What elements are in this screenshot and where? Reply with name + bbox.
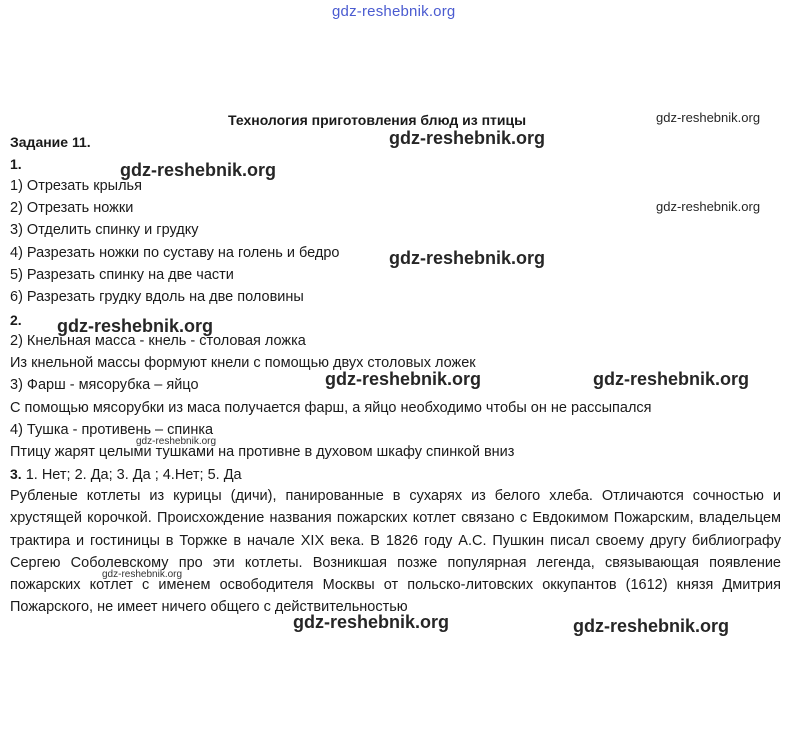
- watermark: gdz-reshebnik.org: [293, 612, 450, 632]
- section-1-step: 6) Разрезать грудку вдоль на две половины: [10, 289, 304, 305]
- watermark: gdz-reshebnik.org: [656, 199, 761, 214]
- watermark: gdz-reshebnik.org: [102, 569, 183, 580]
- section-1-step: 5) Разрезать спинку на две части: [10, 267, 234, 283]
- section-1-step: 1) Отрезать крылья: [10, 178, 142, 194]
- section-2-line: С помощью мясорубки из маса получается фарш, а яйцо необходимо чтобы он не рассыпался: [10, 400, 652, 416]
- section-3-paragraph-text: Рубленые котлеты из курицы (дичи), панированные в сухарях из белого хлеба. Отличаются сочностью и хрустящей корочкой. Происхождение названия пожарских котлет связано с Евдокимом Пожарским, владельцем трактира и гостиницы в Торжке в начале XIX века. В 1826 году А.С. Пушкин писал своему другу библиографу Сергею Соболевскому про эти котлеты. Возникшая позже популярная легенда, связывающая появление пожарских котлет с именем освободителя Москвы от польско-литовских оккупантов (1612) князя Дмитрия Пожарского, не имеет ничего общего с действительностью: [10, 488, 781, 616]
- section-2-number: 2.: [10, 312, 22, 328]
- page-title: Технология приготовления блюд из птицы: [228, 112, 527, 128]
- section-2-line: 2) Кнельная масса - кнель - столовая ложка: [10, 333, 306, 349]
- section-3-answers: 1. Нет; 2. Да; 3. Да ; 4.Нет; 5. Да: [25, 467, 242, 483]
- watermark-top: gdz-reshebnik.org: [332, 3, 456, 20]
- section-3-paragraph: [10, 485, 781, 619]
- watermark: gdz-reshebnik.org: [656, 110, 761, 125]
- watermark: gdz-reshebnik.org: [593, 369, 750, 389]
- section-1-number: 1.: [10, 156, 22, 172]
- watermark: gdz-reshebnik.org: [136, 436, 217, 447]
- section-3-number: 3.: [10, 466, 22, 482]
- watermark: gdz-reshebnik.org: [57, 316, 214, 336]
- section-2-line: 3) Фарш - мясорубка – яйцо: [10, 377, 199, 393]
- task-heading: Задание 11.: [10, 134, 91, 150]
- section-1-step: 3) Отделить спинку и грудку: [10, 222, 199, 238]
- watermark: gdz-reshebnik.org: [120, 160, 277, 180]
- watermark: gdz-reshebnik.org: [389, 128, 546, 148]
- watermark: gdz-reshebnik.org: [389, 248, 546, 268]
- section-2-line: Птицу жарят целыми тушками на противне в духовом шкафу спинкой вниз: [10, 444, 515, 460]
- section-1-step: 2) Отрезать ножки: [10, 200, 134, 216]
- section-2-line: 4) Тушка - противень – спинка: [10, 422, 214, 438]
- watermark: gdz-reshebnik.org: [573, 616, 730, 636]
- section-3-answers-row: [10, 466, 242, 483]
- section-1-step: 4) Разрезать ножки по суставу на голень и бедро: [10, 245, 340, 261]
- section-2-line: Из кнельной массы формуют кнели с помощью двух столовых ложек: [10, 355, 476, 371]
- watermark: gdz-reshebnik.org: [325, 369, 482, 389]
